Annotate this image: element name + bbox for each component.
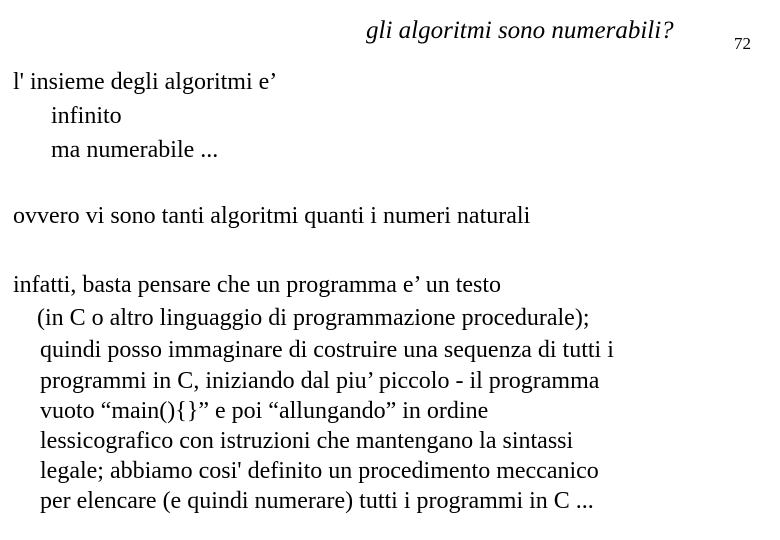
text-line: per elencare (e quindi numerare) tutti i programmi in C ... [40, 488, 594, 514]
text-line: legale; abbiamo cosi' definito un procedimento meccanico [40, 458, 599, 484]
text-line: (in C o altro linguaggio di programmazione procedurale); [37, 305, 590, 331]
text-line: vuoto “main(){}” e poi “allungando” in ordine [40, 398, 489, 424]
text-line: ovvero vi sono tanti algoritmi quanti i numeri naturali [13, 203, 531, 229]
text-line: infatti, basta pensare che un programma e’ un testo [13, 272, 502, 298]
text-line: lessicografico con istruzioni che mantengano la sintassi [40, 428, 574, 454]
text-line: ma numerabile ... [51, 137, 219, 163]
text-line: quindi posso immaginare di costruire una sequenza di tutti i [40, 337, 614, 363]
text-line: programmi in C, iniziando dal piu’ piccolo - il programma [40, 368, 600, 394]
text-line: l' insieme degli algoritmi e’ [13, 69, 278, 95]
text-line: infinito [51, 103, 122, 129]
page-number: 72 [734, 34, 751, 53]
slide-title: gli algoritmi sono numerabili? [366, 17, 674, 44]
